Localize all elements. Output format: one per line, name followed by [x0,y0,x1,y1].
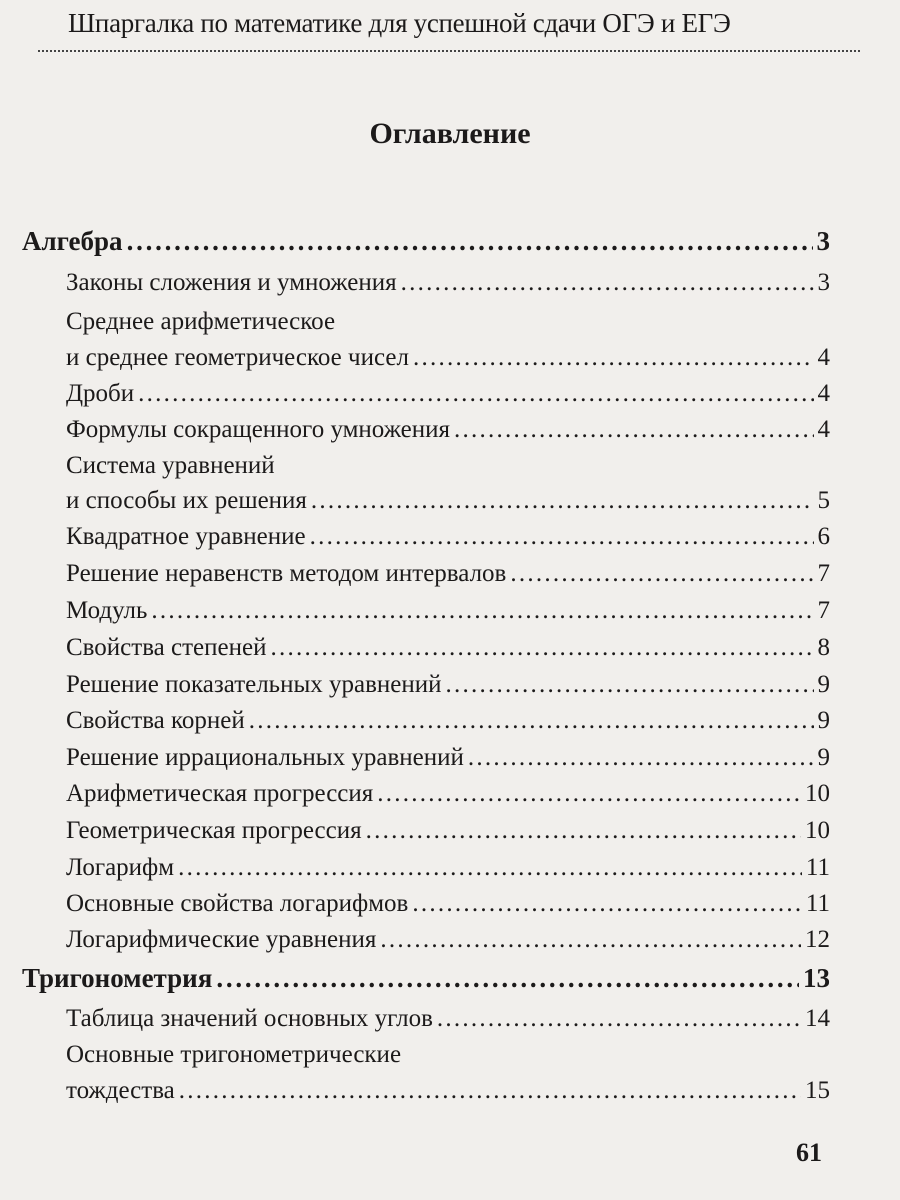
toc-label: тождества [66,1077,175,1104]
toc-item-line[interactable] [66,1038,830,1072]
toc-item-line[interactable] [66,449,830,483]
toc-page: 6 [817,523,830,550]
toc-item[interactable] [66,704,830,738]
dot-leader [446,668,814,702]
page-number: 61 [796,1138,822,1167]
toc-label: Основные свойства логарифмов [66,890,409,917]
toc-page: 11 [805,854,830,881]
toc-item[interactable] [66,1074,830,1108]
toc-label: Таблица значений основных углов [66,1005,433,1032]
toc-label: Основные тригонометрические [66,1041,402,1068]
toc-page: 8 [817,634,830,661]
dot-leader [437,1002,801,1036]
toc-page: 4 [817,344,830,371]
toc-label: Решение иррациональных уравнений [66,744,464,771]
toc-page: 10 [805,817,830,844]
dot-leader [138,377,813,411]
toc-page: 7 [817,560,830,587]
toc-label: Модуль [66,597,148,624]
toc-label: Решение неравенств методом интервалов [66,560,507,587]
toc-label: Система уравнений [66,452,275,479]
toc-item[interactable] [66,631,830,665]
dot-leader [151,594,813,628]
toc-label: Свойства степеней [66,634,267,661]
toc-page: 15 [805,1077,830,1104]
toc-section-algebra[interactable] [22,224,830,258]
toc-label: и среднее геометрическое чисел [66,344,409,371]
toc-page: 4 [817,416,830,443]
toc-item[interactable] [66,484,830,518]
dot-leader [413,341,814,375]
toc-item[interactable] [66,520,830,554]
toc-item-line[interactable] [66,305,830,339]
dot-leader [401,266,814,300]
toc-item[interactable] [66,668,830,702]
dot-leader [380,923,801,957]
toc-page: 14 [805,1005,830,1032]
toc-page: 7 [817,597,830,624]
toc-label: Решение показательных уравнений [66,671,442,698]
dot-leader [310,520,814,554]
toc-label: Дроби [66,380,135,407]
toc-label: и способы их решения [66,487,307,514]
toc-page: 3 [816,226,830,256]
toc-label: Свойства корней [66,707,245,734]
toc-page: 5 [817,487,830,514]
toc-label: Законы сложения и умножения [66,269,397,296]
toc-label: Логарифмические уравнения [66,926,377,953]
toc-label: Тригонометрия [22,963,213,993]
toc-label: Геометрическая прогрессия [66,817,362,844]
toc-page: 3 [817,269,830,296]
dot-leader [127,224,813,258]
toc-label: Арифметическая прогрессия [66,780,374,807]
toc-page: 9 [817,744,830,771]
dot-leader [510,557,813,591]
dot-leader [216,961,799,995]
toc-item[interactable] [66,887,830,921]
toc-item[interactable] [66,814,830,848]
running-header: Шпаргалка по математике для успешной сдачи ОГЭ и ЕГЭ [68,8,731,38]
toc-item[interactable] [66,266,830,300]
toc-item[interactable] [66,377,830,411]
dot-leader [311,484,814,518]
toc-item[interactable] [66,594,830,628]
toc-label: Формулы сокращенного умножения [66,416,450,443]
toc-section-trigonometry[interactable] [22,961,830,995]
dot-leader [468,741,814,775]
dot-leader [249,704,814,738]
toc-label: Среднее арифметическое [66,308,336,335]
header-divider [38,50,860,52]
dot-leader [178,851,802,885]
toc-item[interactable] [66,1002,830,1036]
toc-item[interactable] [66,923,830,957]
toc-page: 9 [817,671,830,698]
toc-item[interactable] [66,851,830,885]
toc-item[interactable] [66,557,830,591]
dot-leader [412,887,802,921]
toc-label: Квадратное уравнение [66,523,306,550]
dot-leader [179,1074,801,1108]
toc-page: 9 [817,707,830,734]
dot-leader [366,814,801,848]
toc-page: 12 [805,926,830,953]
toc-label: Логарифм [66,854,175,881]
toc-page: 10 [805,780,830,807]
toc-item[interactable] [66,341,830,375]
dot-leader [377,777,801,811]
toc-page: 11 [805,890,830,917]
toc-page: 13 [803,963,830,993]
toc-item[interactable] [66,741,830,775]
toc-item[interactable] [66,413,830,447]
toc-page: 4 [817,380,830,407]
toc-item[interactable] [66,777,830,811]
page-title: Оглавление [369,117,531,150]
dot-leader [454,413,814,447]
dot-leader [270,631,813,665]
toc-label: Алгебра [22,226,123,256]
